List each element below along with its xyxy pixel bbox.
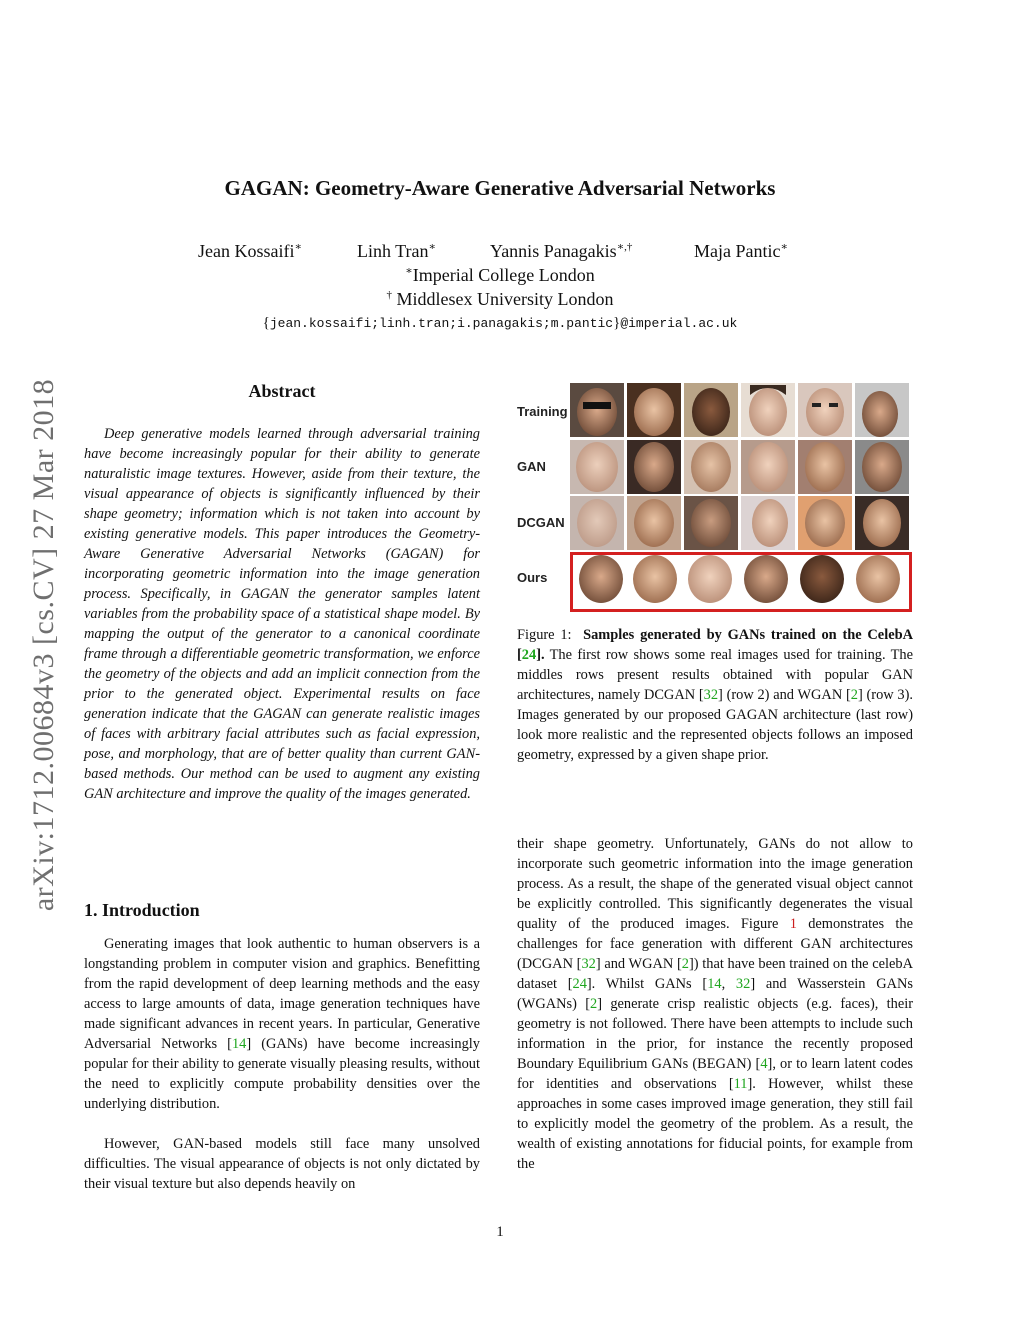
figure-caption-label: Figure 1: — [517, 627, 572, 643]
figure-caption-text: The first row shows some real images used for training. The middles rows present results obtained with popular GAN architectures, namely DCGAN [32] (row 2) and WGAN [2] (row 3). Images generated by our proposed GAGAN architecture (last row) look more realistic and the represented objects follows an imposed geometry, expressed by a given shape prior. — [517, 647, 913, 763]
abstract-heading: Abstract — [248, 381, 316, 401]
author-mark: ∗ — [428, 241, 437, 253]
author-name: Maja Pantic — [694, 241, 781, 261]
intro-paragraph-2: However, GAN-based models still face many unsolved difficulties. The visual appearance of objects is not only dictated by their visual texture but also depends heavily on — [84, 1136, 480, 1192]
section-heading-introduction: 1. Introduction — [84, 900, 200, 920]
author-mark: ∗ — [294, 241, 302, 253]
page-number: 1 — [496, 1224, 504, 1240]
intro-paragraph-1: Generating images that look authentic to human observers is a longstanding problem in computer vision and graphics. Benefitting from the rapid development of deep learning methods and the easy access to large amounts of data, image generation techniques have made significant advances in recent years. In particular, Generative Adversarial Networks [14] (GANs) have become increasingly popular for their ability to generate visually pleasing results, without the need to explicitly compute probability densities over the underlying distribution. — [84, 936, 480, 1112]
email-brace-close: } — [613, 315, 621, 331]
figure-row-label-gan: GAN — [517, 459, 546, 474]
author-mark: ∗ — [780, 241, 788, 253]
face-row-gan — [570, 440, 909, 494]
email-brace-open: { — [262, 315, 270, 331]
figure-caption-bold: Samples generated by GANs trained on the CelebA [24]. — [517, 627, 913, 663]
figure-row-label-dcgan: DCGAN — [517, 515, 565, 530]
author-name: Yannis Panagakis — [490, 241, 617, 261]
face-row-dcgan — [570, 496, 909, 550]
figure-row-label-training: Training — [517, 404, 568, 419]
affiliation-mark: ∗ — [405, 265, 413, 277]
email-users[interactable]: jean.kossaifi;linh.tran;i.panagakis;m.pantic — [269, 316, 614, 331]
affiliation-mark: † — [386, 289, 392, 301]
author-name: Linh Tran — [357, 241, 429, 261]
arxiv-stamp: arXiv:1712.00684v3 [cs.CV] 27 Mar 2018 — [27, 378, 60, 912]
figure-highlight-box — [570, 552, 912, 612]
abstract-text: Deep generative models learned through adversarial training have become increasingly popular for their ability to generate naturalistic image textures. However, aside from their texture, the visual appearance of objects is significantly influenced by their shape geometry; information which is not taken into account by existing generative models. This paper introduces the Geometry-Aware Generative Adversarial Networks (GAGAN) for incorporating geometric information into the image generation process. Specifically, in GAGAN the generator samples latent variables from the probability space of a statistical shape model. By mapping the output of the generator to a canonical coordinate frame through a differentiable geometric transformation, we enforce the geometry of the objects and add an implicit connection from the prior to the generated object. Experimental results on face generation indicate that the GAGAN can generate realistic images of faces with arbitrary facial attributes such as facial expression, pose, and morphology, that are of better quality than current GAN-based methods. Our method can be used to augment any existing GAN architecture and improve the quality of the images generated. — [84, 426, 480, 802]
face-row-training — [570, 383, 909, 437]
author-name: Jean Kossaifi — [198, 241, 295, 261]
affiliation-name: Imperial College London — [412, 265, 595, 285]
email-domain: @imperial.ac.uk — [620, 316, 738, 331]
paper-title: GAGAN: Geometry-Aware Generative Adversarial Networks — [224, 176, 776, 200]
author-mark: ∗,† — [616, 241, 633, 253]
intro-paragraph-3: their shape geometry. Unfortunately, GANs do not allow to incorporate such geometric information into the image generation process. As a result, the shape of the generated visual object cannot be explicitly controlled. This significantly degenerates the visual quality of the produced images. Figure 1 demonstrates the challenges for face generation with different GAN architectures (DCGAN [32] and WGAN [2]) that have been trained on the celebA dataset [24]. Whilst GANs [14, 32] and Wasserstein GANs (WGANs) [2] generate crisp realistic objects (e.g. faces), their geometry is not followed. There have been attempts to include such information in the prior, for instance the recently proposed Boundary Equilibrium GANs (BEGAN) [4], or to learn latent codes for identities and observations [11]. However, whilst these approaches in some cases improved image generation, they still fail to explicitly model the geometry of the problem. As a result, the wealth of existing annotations for fiducial points, for example from the — [517, 836, 914, 1172]
affiliation-name: Middlesex University London — [392, 289, 614, 309]
figure-face-grid — [0, 0, 1024, 640]
figure-row-label-ours: Ours — [517, 570, 548, 585]
figure-caption — [517, 625, 913, 765]
